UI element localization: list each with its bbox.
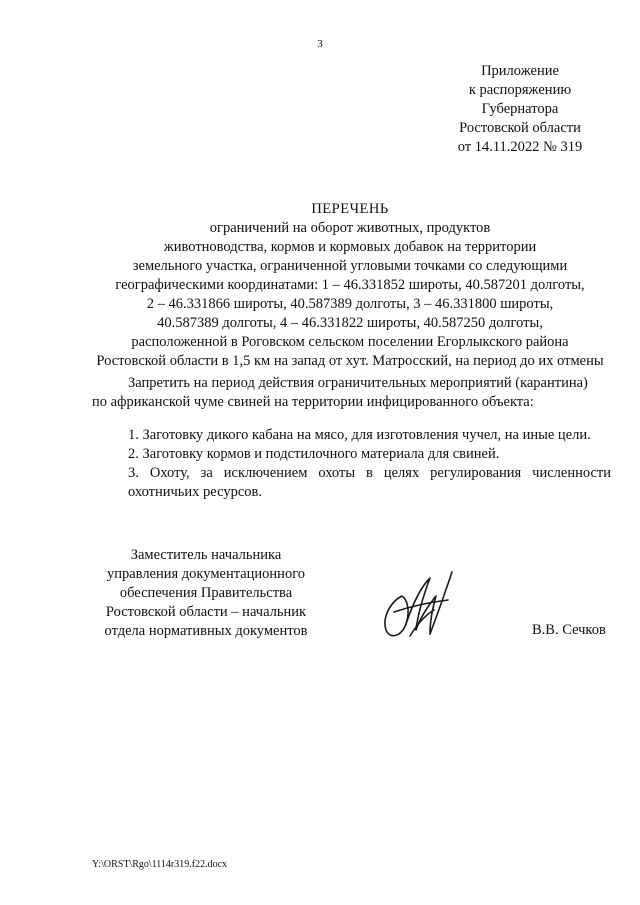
signer-position — [90, 546, 322, 641]
intro-line: по африканской чуме свиней на территории инфицированного объекта: — [92, 394, 534, 410]
file-path: Y:\ORST\Rgo\1114r319.f22.docx — [92, 859, 228, 870]
title-line: 2 – 46.331866 широты, 40.587389 долготы, 3 – 46.331800 широты, — [146, 296, 554, 312]
title-block — [60, 200, 640, 371]
title-line: географическими координатами: 1 – 46.331852 широты, 40.587201 долготы, — [115, 277, 585, 293]
signer-position-line: Ростовской области – начальник — [105, 604, 307, 620]
title-line: Ростовской области в 1,5 км на запад от хут. Матросский, на период до их отмены — [96, 353, 604, 369]
title-line: ограничений на оборот животных, продуктов — [209, 220, 491, 236]
intro-paragraph — [92, 374, 612, 412]
signer-name: В.В. Сечков — [532, 622, 606, 638]
list-item: 1. Заготовку дикого кабана на мясо, для изготовления чучел, на иные цели. — [128, 427, 591, 443]
title-line: земельного участка, ограниченной угловыми точками со следующими — [132, 258, 568, 274]
signer-position-line: Заместитель начальника — [130, 547, 282, 563]
list-item: 2. Заготовку кормов и подстилочного материала для свиней. — [128, 446, 500, 462]
title-line: 40.587389 долготы, 4 – 46.331822 широты, 40.587250 долготы, — [157, 315, 543, 331]
appendix-line: Ростовской области — [459, 120, 581, 136]
title-line: расположенной в Роговском сельском поселении Егорлыкского района — [131, 334, 569, 350]
signer-position-line: отдела нормативных документов — [104, 623, 308, 639]
intro-line: Запретить на период действия ограничительных мероприятий (карантина) — [128, 375, 588, 391]
appendix-line: Приложение — [481, 63, 559, 79]
appendix-block — [430, 62, 610, 157]
handwritten-signature — [372, 566, 462, 644]
appendix-line: Губернатора — [481, 101, 559, 117]
list-item: 3. Охоту, за исключением охоты в целях регулирования численности охотничьих ресурсов. — [128, 465, 611, 500]
signer-position-line: обеспечения Правительства — [119, 585, 293, 601]
restrictions-list — [92, 426, 611, 502]
page-number: 3 — [317, 38, 323, 50]
document-title: ПЕРЕЧЕНЬ — [311, 201, 389, 217]
appendix-line: к распоряжению — [468, 82, 572, 98]
appendix-line: от 14.11.2022 № 319 — [457, 139, 583, 155]
signer-position-line: управления документационного — [106, 566, 306, 582]
title-line: животноводства, кормов и кормовых добавок на территории — [163, 239, 537, 255]
